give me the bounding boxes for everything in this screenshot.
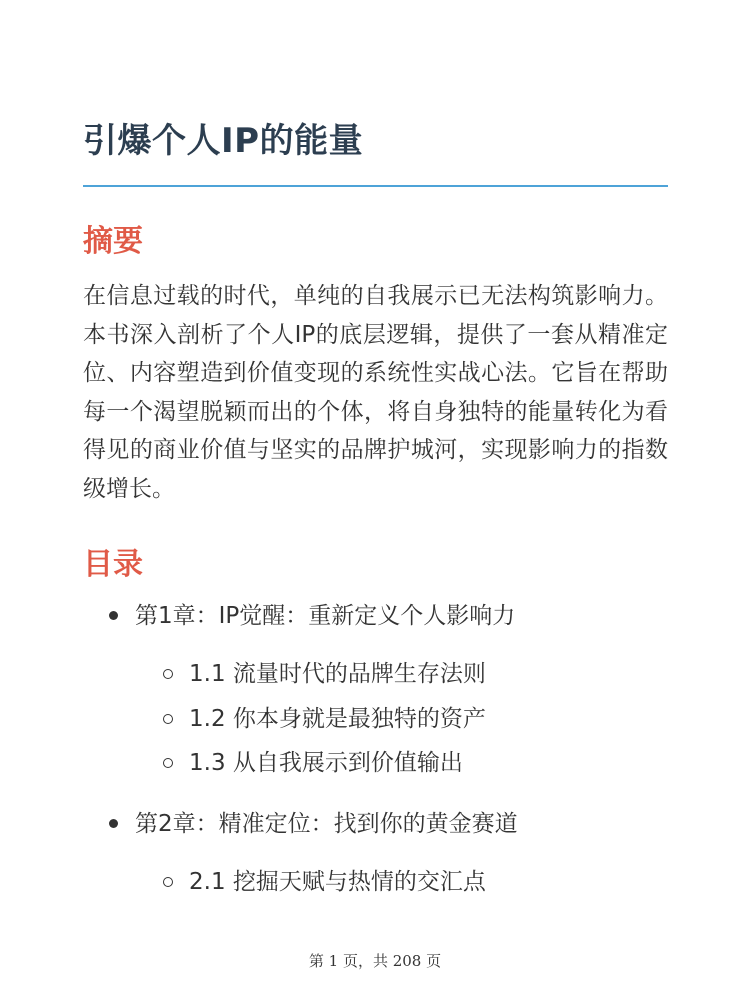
toc-section-1-2[interactable] (189, 697, 668, 742)
toc-chapter-2 (83, 800, 668, 905)
toc-section-1-3[interactable] (189, 741, 668, 786)
filled-bullet-icon (109, 819, 118, 828)
toc-section-2-1[interactable] (189, 860, 668, 905)
toc-chapter-2-label: 第2章：精准定位：找到你的黄金赛道 (135, 810, 518, 837)
filled-bullet-icon (109, 611, 118, 620)
toc-section-1-3-label: 1.3 从自我展示到价值输出 (189, 750, 463, 776)
toc-chapter-2-row[interactable] (135, 800, 668, 848)
toc-chapter-2-sections (135, 860, 668, 905)
toc-chapter-1-sections (135, 652, 668, 786)
toc-chapter-1-row[interactable] (135, 592, 668, 640)
toc-section-1-1-label: 1.1 流量时代的品牌生存法则 (189, 661, 486, 687)
page-title: 引爆个人IP的能量 (83, 121, 364, 161)
abstract-heading: 摘要 (83, 224, 143, 259)
hollow-bullet-icon (163, 714, 173, 724)
toc-section-1-1[interactable] (189, 652, 668, 697)
toc-section-1-2-label: 1.2 你本身就是最独特的资产 (189, 705, 486, 732)
toc-section-2-1-label: 2.1 挖掘天赋与热情的交汇点 (189, 868, 486, 895)
toc-chapter-1-label: 第1章：IP觉醒：重新定义个人影响力 (135, 603, 516, 629)
hollow-bullet-icon (163, 669, 173, 679)
toc-chapter-1 (83, 592, 668, 786)
hollow-bullet-icon (163, 758, 173, 768)
page-content (83, 110, 668, 918)
title-divider (83, 185, 668, 187)
hollow-bullet-icon (163, 877, 173, 887)
toc-heading: 目录 (83, 547, 143, 582)
page-number-footer: 第 1 页，共 208 页 (308, 952, 442, 970)
abstract-text: 在信息过载的时代，单纯的自我展示已无法构筑影响力。本书深入剖析了个人IP的底层逻辑，提供了一套从精准定位、内容塑造到价值变现的系统性实战心法。它旨在帮助每一个渴望脱颖而出的个体，将自身独特的能量转化为看得见的商业价值与坚实的品牌护城河，实现影响力的指数级增长。 (83, 283, 668, 502)
table-of-contents (83, 592, 668, 904)
